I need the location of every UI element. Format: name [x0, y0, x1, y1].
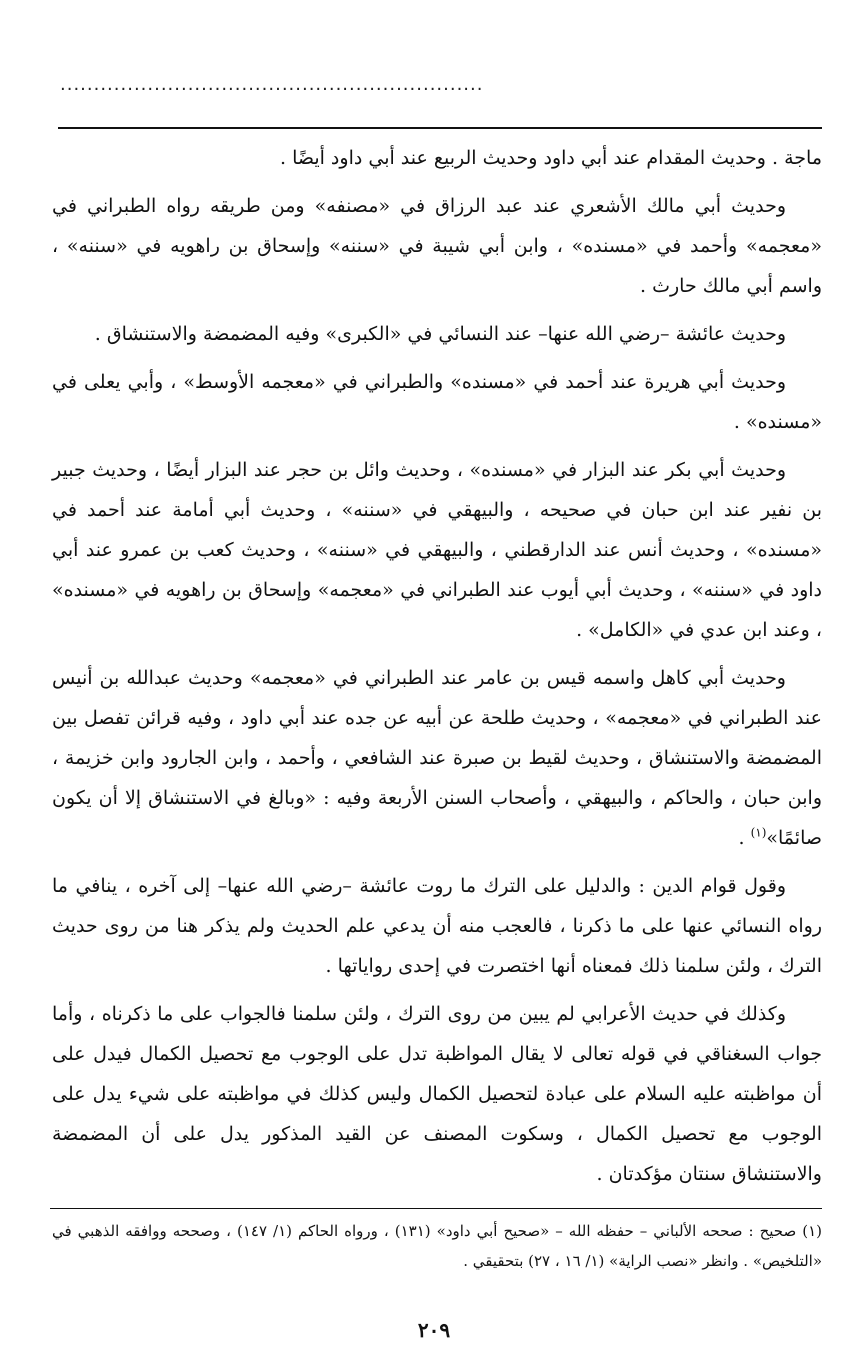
footnote: (١) صحيح : صححه الألباني – حفظه الله – «صحيح أبي داود» (١٣١) ، ورواه الحاكم (١/ ١٤٧) ، وصححه ووافقه الذهبي في «التلخيص» . وانظر «نصب الراية» (١/ ١٦ ، ٢٧) بتحقيقي . — [52, 1222, 822, 1270]
paragraph-tail: . — [738, 827, 751, 849]
footnotes — [52, 1216, 822, 1276]
footnote-reference[interactable]: (١) — [750, 825, 767, 840]
paragraph-text: وحديث أبي كاهل واسمه قيس بن عامر عند الطبراني في «معجمه» وحديث عبدالله بن أنيس عند الطبراني في «معجمه» ، وحديث طلحة عن أبيه عن جده عند أبي داود ، وفيه قرائن تفصل بين المضمضة والاستنشاق ، وحديث لقيط بن صبرة عند الشافعي ، وأحمد ، وابن الجارود وابن خزيمة ، وابن حبان ، والحاكم ، والبيهقي ، وأصحاب السنن الأربعة وفيه : «وبالغ في الاستنشاق إلا أن يكون صائمًا» — [52, 667, 822, 849]
paragraph: وحديث عائشة –رضي الله عنها– عند النسائي في «الكبرى» وفيه المضمضة والاستنشاق . — [94, 323, 786, 345]
main-text — [52, 138, 822, 1202]
paragraph: ماجة . وحديث المقدام عند أبي داود وحديث الربيع عند أبي داود أيضًا . — [279, 147, 822, 169]
paragraph: وكذلك في حديث الأعرابي لم يبين من روى الترك ، ولئن سلمنا فالجواب على ما ذكرناه ، وأما جواب السغناقي في قوله تعالى لا يقال المواظبة تدل على الوجوب مع تحصيل الكمال فيدل على أن مواظبته عليه السلام على عبادة لتحصيل الكمال وليس كذلك في مواظبته على شيء يدل على الوجوب مع تحصيل الكمال ، وسكوت المصنف عن القيد المذكور يدل على أن المضمضة والاستنشاق سنتان مؤكدتان . — [52, 1003, 822, 1185]
paragraph: وقول قوام الدين : والدليل على الترك ما روت عائشة –رضي الله عنها– إلى آخره ، ينافي ما رواه النسائي عنها على ما ذكرنا ، فالعجب منه أن يدعي علم الحديث ولم يذكر هنا من روى حديث الترك ، ولئن سلمنا ذلك فمعناه أنها اختصرت في إحدى رواياتها . — [52, 875, 822, 977]
footnote-separator — [50, 1208, 822, 1209]
paragraph-with-footnote — [52, 658, 822, 858]
paragraph: وحديث أبي مالك الأشعري عند عبد الرزاق في «مصنفه» ومن طريقه رواه الطبراني في «معجمه» وأحمد في «مسنده» ، وابن أبي شيبة في «سننه» وإسحاق بن راهويه في «سننه» ، واسم أبي مالك حارث . — [52, 195, 822, 297]
header-dotted-line: ............................................................... — [60, 74, 484, 94]
paragraph: وحديث أبي هريرة عند أحمد في «مسنده» والطبراني في «معجمه الأوسط» ، وأبي يعلى في «مسنده» . — [52, 371, 822, 433]
paragraph: وحديث أبي بكر عند البزار في «مسنده» ، وحديث وائل بن حجر عند البزار أيضًا ، وحديث جبير بن نفير عند ابن حبان في صحيحه ، والبيهقي في «سننه» ، وحديث أبي أمامة عند أحمد في «مسنده» ، وحديث أنس عند الدارقطني ، والبيهقي في «سننه» ، وحديث كعب بن عمرو عند أبي داود في «سننه» ، وحديث أبي أيوب عند الطبراني في «معجمه» وإسحاق بن راهويه في «مسنده» ، وعند ابن عدي في «الكامل» . — [52, 459, 822, 641]
page-number: ٢٠٩ — [417, 1318, 451, 1342]
header-rule — [58, 127, 822, 129]
